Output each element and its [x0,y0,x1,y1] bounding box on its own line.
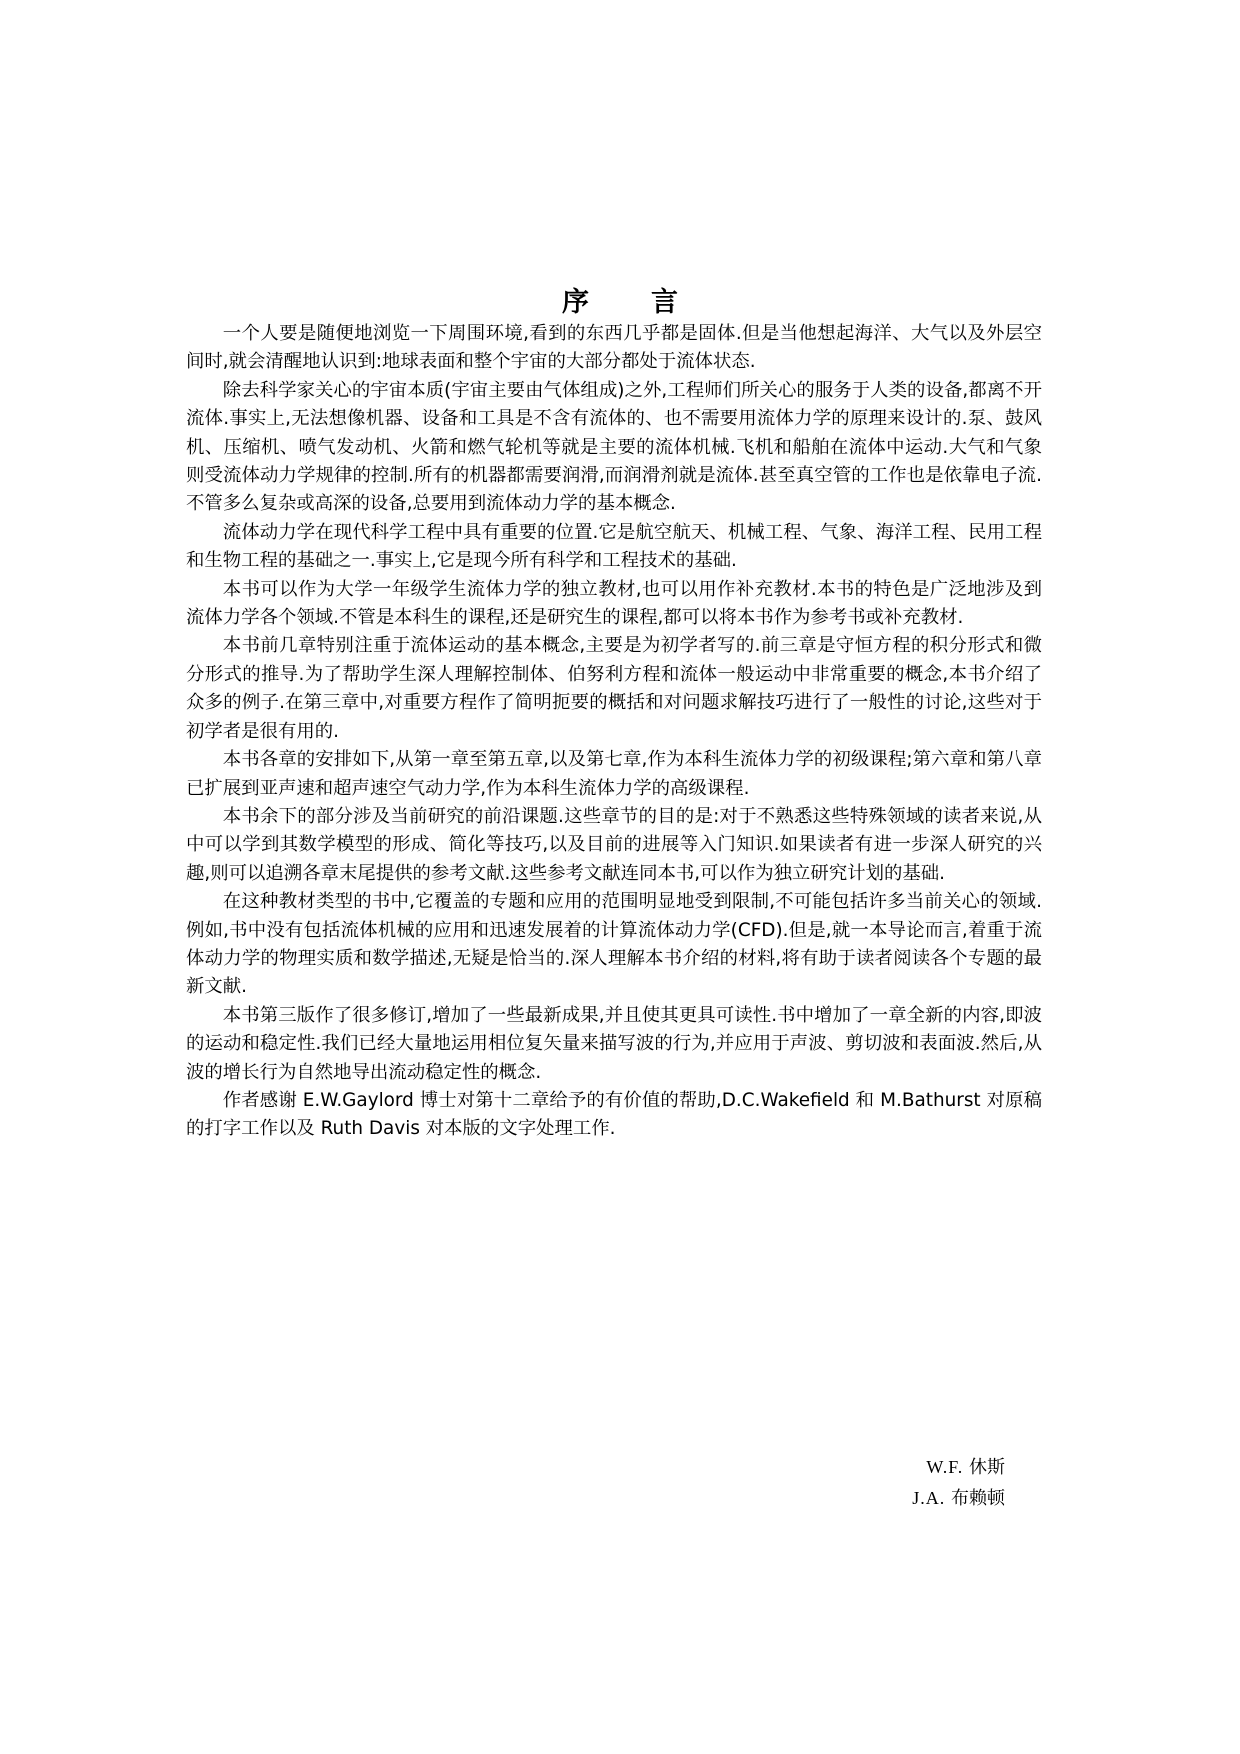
paragraph-8: 在这种教材类型的书中,它覆盖的专题和应用的范围明显地受到限制,不可能包括许多当前关心的领域.例如,书中没有包括流体机械的应用和迅速发展着的计算流体动力学(CFD).但是,就一本导论而言,着重于流体动力学的物理实质和数学描述,无疑是恰当的.深人理解本书介绍的材料,将有助于读者阅读各个专题的最新文献. [186,891,1042,998]
paragraph-5: 本书前几章特别注重于流体运动的基本概念,主要是为初学者写的.前三章是守恒方程的积分形式和微分形式的推导.为了帮助学生深人理解控制体、伯努利方程和流体一般运动中非常重要的概念,本书介绍了众多的例子.在第三章中,对重要方程作了简明扼要的概括和对问题求解技巧进行了一般性的讨论,这些对于初学者是很有用的. [186,635,1042,742]
preface-body [186,320,1042,1144]
author-1-initials: W.F. [926,1457,964,1477]
author-signatures [880,1452,1005,1514]
title-char-1: 序 [562,287,589,319]
paragraph-2: 除去科学家关心的宇宙本质(宇宙主要由气体组成)之外,工程师们所关心的服务于人类的设备,都离不开流体.事实上,无法想像机器、设备和工具是不含有流体的、也不需要用流体力学的原理来设计的.泵、鼓风机、压缩机、喷气发动机、火箭和燃气轮机等就是主要的流体机械.飞机和船舶在流体中运动.大气和气象则受流体动力学规律的控制.所有的机器都需要润滑,而润滑剂就是流体.甚至真空管的工作也是依靠电子流.不管多么复杂或高深的设备,总要用到流体动力学的基本概念. [186,379,1042,515]
paragraph-3: 流体动力学在现代科学工程中具有重要的位置.它是航空航天、机械工程、气象、海洋工程、民用工程和生物工程的基础之一.事实上,它是现今所有科学和工程技术的基础. [186,521,1042,572]
paragraph-1: 一个人要是随便地浏览一下周围环境,看到的东西几乎都是固体.但是当他想起海洋、大气以及外层空间时,就会清醒地认识到:地球表面和整个宇宙的大部分都处于流体状态. [186,323,1042,373]
paragraph-10-acknowledgements: 作者感谢 E.W.Gaylord 博士对第十二章给予的有价值的帮助,D.C.Wakefield 和 M.Bathurst 对原稿的打字工作以及 Ruth Davis 对本版的文字处理工作. [186,1089,1042,1140]
paragraph-4: 本书可以作为大学一年级学生流体力学的独立教材,也可以用作补充教材.本书的特色是广泛地涉及到流体力学各个领域.不管是本科生的课程,还是研究生的课程,都可以将本书作为参考书或补充教材. [186,578,1042,629]
author-2-initials: J.A. [912,1488,946,1508]
title-char-2: 言 [651,287,678,319]
page-title [0,280,1240,319]
signature-author-2 [880,1483,1005,1514]
author-2-name: 布赖顿 [951,1488,1005,1509]
signature-author-1 [880,1452,1005,1483]
author-1-name: 休斯 [969,1457,1005,1478]
paragraph-6: 本书各章的安排如下,从第一章至第五章,以及第七章,作为本科生流体力学的初级课程;第六章和第八章已扩展到亚声速和超声速空气动力学,作为本科生流体力学的高级课程. [186,749,1042,799]
paragraph-9: 本书第三版作了很多修订,增加了一些最新成果,并且使其更具可读性.书中增加了一章全新的内容,即波的运动和稳定性.我们已经大量地运用相位复矢量来描写波的行为,并应用于声波、剪切波和表面波.然后,从波的增长行为自然地导出流动稳定性的概念. [186,1004,1042,1083]
paragraph-7: 本书余下的部分涉及当前研究的前沿课题.这些章节的目的是:对于不熟悉这些特殊领域的读者来说,从中可以学到其数学模型的形成、简化等技巧,以及目前的进展等入门知识.如果读者有进一步深人研究的兴趣,则可以追溯各章末尾提供的参考文献.这些参考文献连同本书,可以作为独立研究计划的基础. [186,805,1042,884]
